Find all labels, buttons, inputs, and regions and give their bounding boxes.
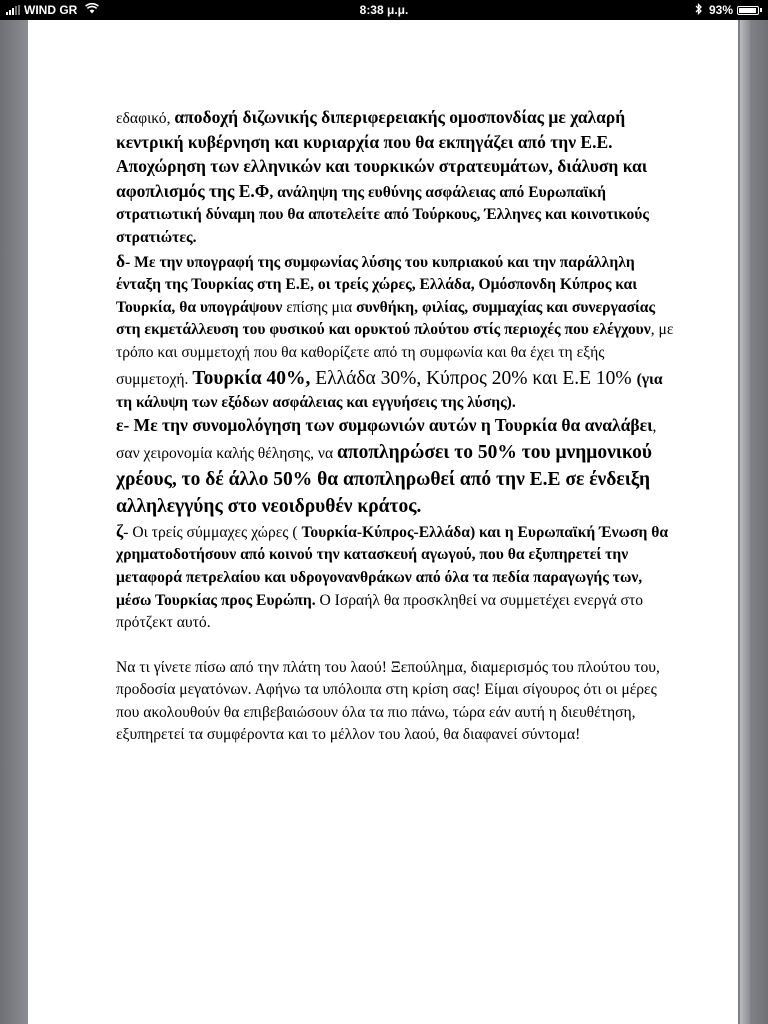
bluetooth-icon	[695, 3, 703, 18]
p4-run-c: Ο Ισραήλ θα προσκληθεί να συμμετέχει ενεργά στο πρότζεκτ αυτό.	[116, 591, 644, 632]
p4-run-b: Τουρκία-Κύπρος-Ελλάδα) και η Ευρωπαϊκή Ένωση θα χρηματοδοτήσουν από κοινού την κατασκευή αγωγού, που θα εξυπηρετεί την μεταφορά πετρελαίου και υδρογονανθράκων από όλα τα πεδία παραγωγής των, μέσω Τουρκίας προς Ευρώπη.	[116, 523, 669, 609]
left-margin	[0, 20, 28, 1024]
document-text	[116, 106, 676, 747]
p2-run-f: Ελλάδα 30%, Κύπρος 20% και Ε.Ε 10%	[310, 367, 637, 389]
p1-run-b: αποδοχή διζωνικής διπεριφερειακής ομοσπονδίας με χαλαρή κεντρική κυβέρνηση και κυριαρχία που θα εκπηγάζει από την Ε.Ε. Αποχώρηση των ελληνικών και τουρκικών στρατευμάτων, διάλυση και αφοπλισμός της Ε.Φ	[116, 107, 648, 201]
p1-run-a: εδαφικό,	[116, 110, 175, 127]
status-bar	[0, 0, 768, 20]
p2-run-c: συνθήκη, φιλίας, συμμαχίας και συνεργασίας στη εκμετάλλευση του φυσικού και ορυκτού πλούτου στίς περιοχές που ελέγχουν	[116, 298, 656, 339]
status-right	[695, 3, 762, 17]
p2-run-a: - Με την υπογραφή της συμφωνίας λύσης του κυπριακού και την παράλληλη ένταξη της Τουρκίας στη Ε.Ε, οι τρείς χώρες, Ελλάδα, Ομόσπονδη Κύπρος και Τουρκία, θα υπογράψουν	[116, 253, 638, 316]
document-page[interactable]	[28, 20, 738, 1024]
p3-run-c: αποπληρώσει το 50% του μνημονικού χρέους, το δέ άλλο 50% θα αποπληρωθεί από την Ε.Ε σε ένδειξη αλληλεγγύης στο νεοιδρυθέν κράτος.	[116, 441, 652, 517]
p2-run-b: επίσης μια	[282, 298, 357, 316]
p2-run-e: Τουρκία 40%,	[192, 367, 311, 389]
status-time: 8:38 μ.μ.	[359, 3, 409, 17]
battery-fill	[739, 8, 756, 13]
carrier-name: WIND GR	[24, 3, 78, 17]
paragraph-4	[116, 520, 676, 635]
p3-run-a: - Με την συνομολόγηση των συμφωνιών αυτών η Τουρκία θα αναλάβει	[123, 415, 653, 436]
p1-run-c: , ανάληψη της ευθύνης ασφάλειας από Ευρωπαϊκή στρατιωτική δύναμη που θα αποτελείτε από Τούρκους, Έλληνες και κοινοτικούς στρατιώτες.	[116, 183, 649, 246]
p3-marker: ε	[116, 415, 124, 436]
paragraph-3	[116, 414, 676, 520]
p4-run-a: - Οι τρείς σύμμαχες χώρες (	[123, 523, 302, 541]
paragraph-5: Να τι γίνετε πίσω από την πλάτη του λαού! Ξεπούλημα, διαμερισμός του πλούτου του, προδοσία μεγατόνων. Αφήνω τα υπόλοιπα στη κρίση σας! Είμαι σίγουρος ότι οι μέρες που ακολουθούν θα επιβεβαιώσουν όλα τα πιο πάνω, τώρα εάν αυτή η διευθέτηση, εξυπηρετεί τα συμφέροντα και το μέλλον του λαού, θα διαφανεί σύντομα!	[116, 658, 660, 744]
p2-marker: δ	[116, 250, 126, 271]
p2-run-d: , με τρόπο και συμμετοχή που θα καθορίζετε από τη συμφωνία και θα έχει τη εξής συμμετοχή.	[116, 321, 674, 388]
paragraph-2	[116, 250, 676, 415]
p4-marker: ζ	[116, 520, 124, 541]
p3-run-b: , σαν χειρονομία καλής θέλησης, να	[116, 418, 657, 462]
right-margin	[740, 20, 768, 1024]
battery-percent: 93%	[708, 3, 733, 17]
paragraph-1	[116, 106, 676, 250]
battery-icon	[737, 6, 762, 15]
p2-run-g: (για τη κάλυψη των εξόδων ασφάλειας και εγγυήσεις της λύσης).	[116, 370, 663, 411]
